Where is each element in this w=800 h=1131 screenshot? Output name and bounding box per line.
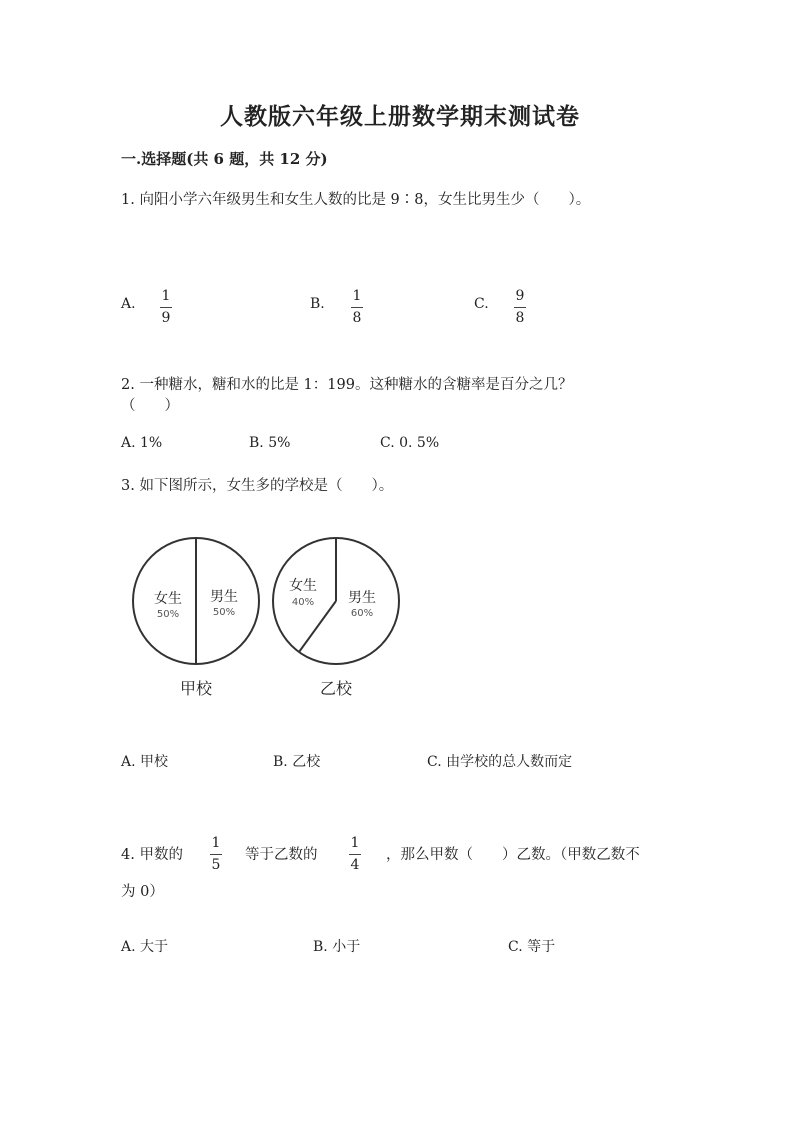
q1-option-b-label: B. — [310, 296, 325, 312]
fraction-bar — [349, 854, 361, 855]
denominator: 9 — [161, 310, 171, 326]
q4-fraction-1 — [210, 836, 222, 872]
q4-option-c: C. 等于 — [508, 939, 556, 955]
fraction-bar — [351, 307, 363, 308]
question-4-part2: 等于乙数的 — [245, 847, 318, 863]
slice-pct-girls: 50% — [156, 609, 180, 620]
q2-option-c: C. 0. 5% — [380, 435, 440, 451]
numerator: 9 — [515, 288, 525, 304]
numerator: 1 — [211, 835, 221, 851]
q1-option-a-label: A. — [121, 296, 136, 312]
slice-label-girls: 女生 — [154, 591, 182, 607]
chart-name-jia: 甲校 — [179, 679, 213, 698]
q2-option-b: B. 5% — [249, 435, 291, 451]
slice-pct-boys: 60% — [350, 608, 374, 619]
denominator: 4 — [350, 857, 360, 873]
denominator: 5 — [211, 857, 221, 873]
numerator: 1 — [161, 288, 171, 304]
question-2-blank: （ ） — [121, 398, 179, 414]
numerator: 1 — [352, 288, 362, 304]
q1-option-c-fraction — [514, 289, 526, 325]
q1-option-b-fraction — [351, 289, 363, 325]
q2-option-a: A. 1% — [121, 435, 163, 451]
slice-label-girls: 女生 — [289, 578, 317, 594]
section-heading: 一.选择题(共 6 题，共 12 分) — [121, 150, 328, 168]
question-1-text: 1. 向阳小学六年级男生和女生人数的比是 9∶8，女生比男生少（ ）。 — [121, 192, 591, 208]
q4-fraction-2 — [349, 836, 361, 872]
pie-chart-yi — [273, 538, 399, 698]
fraction-bar — [160, 307, 172, 308]
q3-option-c: C. 由学校的总人数而定 — [427, 754, 573, 770]
question-4-line2: 为 0） — [121, 884, 164, 900]
q4-option-b: B. 小于 — [313, 939, 361, 955]
slice-label-boys: 男生 — [210, 589, 238, 605]
page-title: 人教版六年级上册数学期末测试卷 — [220, 103, 580, 130]
slice-pct-girls: 40% — [291, 597, 315, 608]
chart-name-yi: 乙校 — [319, 679, 353, 698]
question-3-text: 3. 如下图所示，女生多的学校是（ ）。 — [121, 478, 394, 494]
question-4-part3: ，那么甲数（ ）乙数。（甲数乙数不 — [386, 847, 640, 863]
pie-chart-jia — [133, 538, 259, 698]
slice-label-boys: 男生 — [348, 590, 376, 606]
denominator: 8 — [515, 310, 525, 326]
q4-option-a: A. 大于 — [121, 939, 169, 955]
numerator: 1 — [350, 835, 360, 851]
q1-option-c-label: C. — [474, 296, 489, 312]
question-4-part1: 4. 甲数的 — [121, 847, 183, 863]
q3-option-a: A. 甲校 — [121, 754, 169, 770]
pie-charts-figure — [120, 525, 420, 705]
question-2-text: 2. 一种糖水，糖和水的比是 1：199。这种糖水的含糖率是百分之几？ — [121, 377, 573, 393]
q1-option-a-fraction — [160, 289, 172, 325]
fraction-bar — [514, 307, 526, 308]
slice-pct-boys: 50% — [212, 607, 236, 618]
fraction-bar — [210, 854, 222, 855]
denominator: 8 — [352, 310, 362, 326]
q3-option-b: B. 乙校 — [273, 754, 321, 770]
